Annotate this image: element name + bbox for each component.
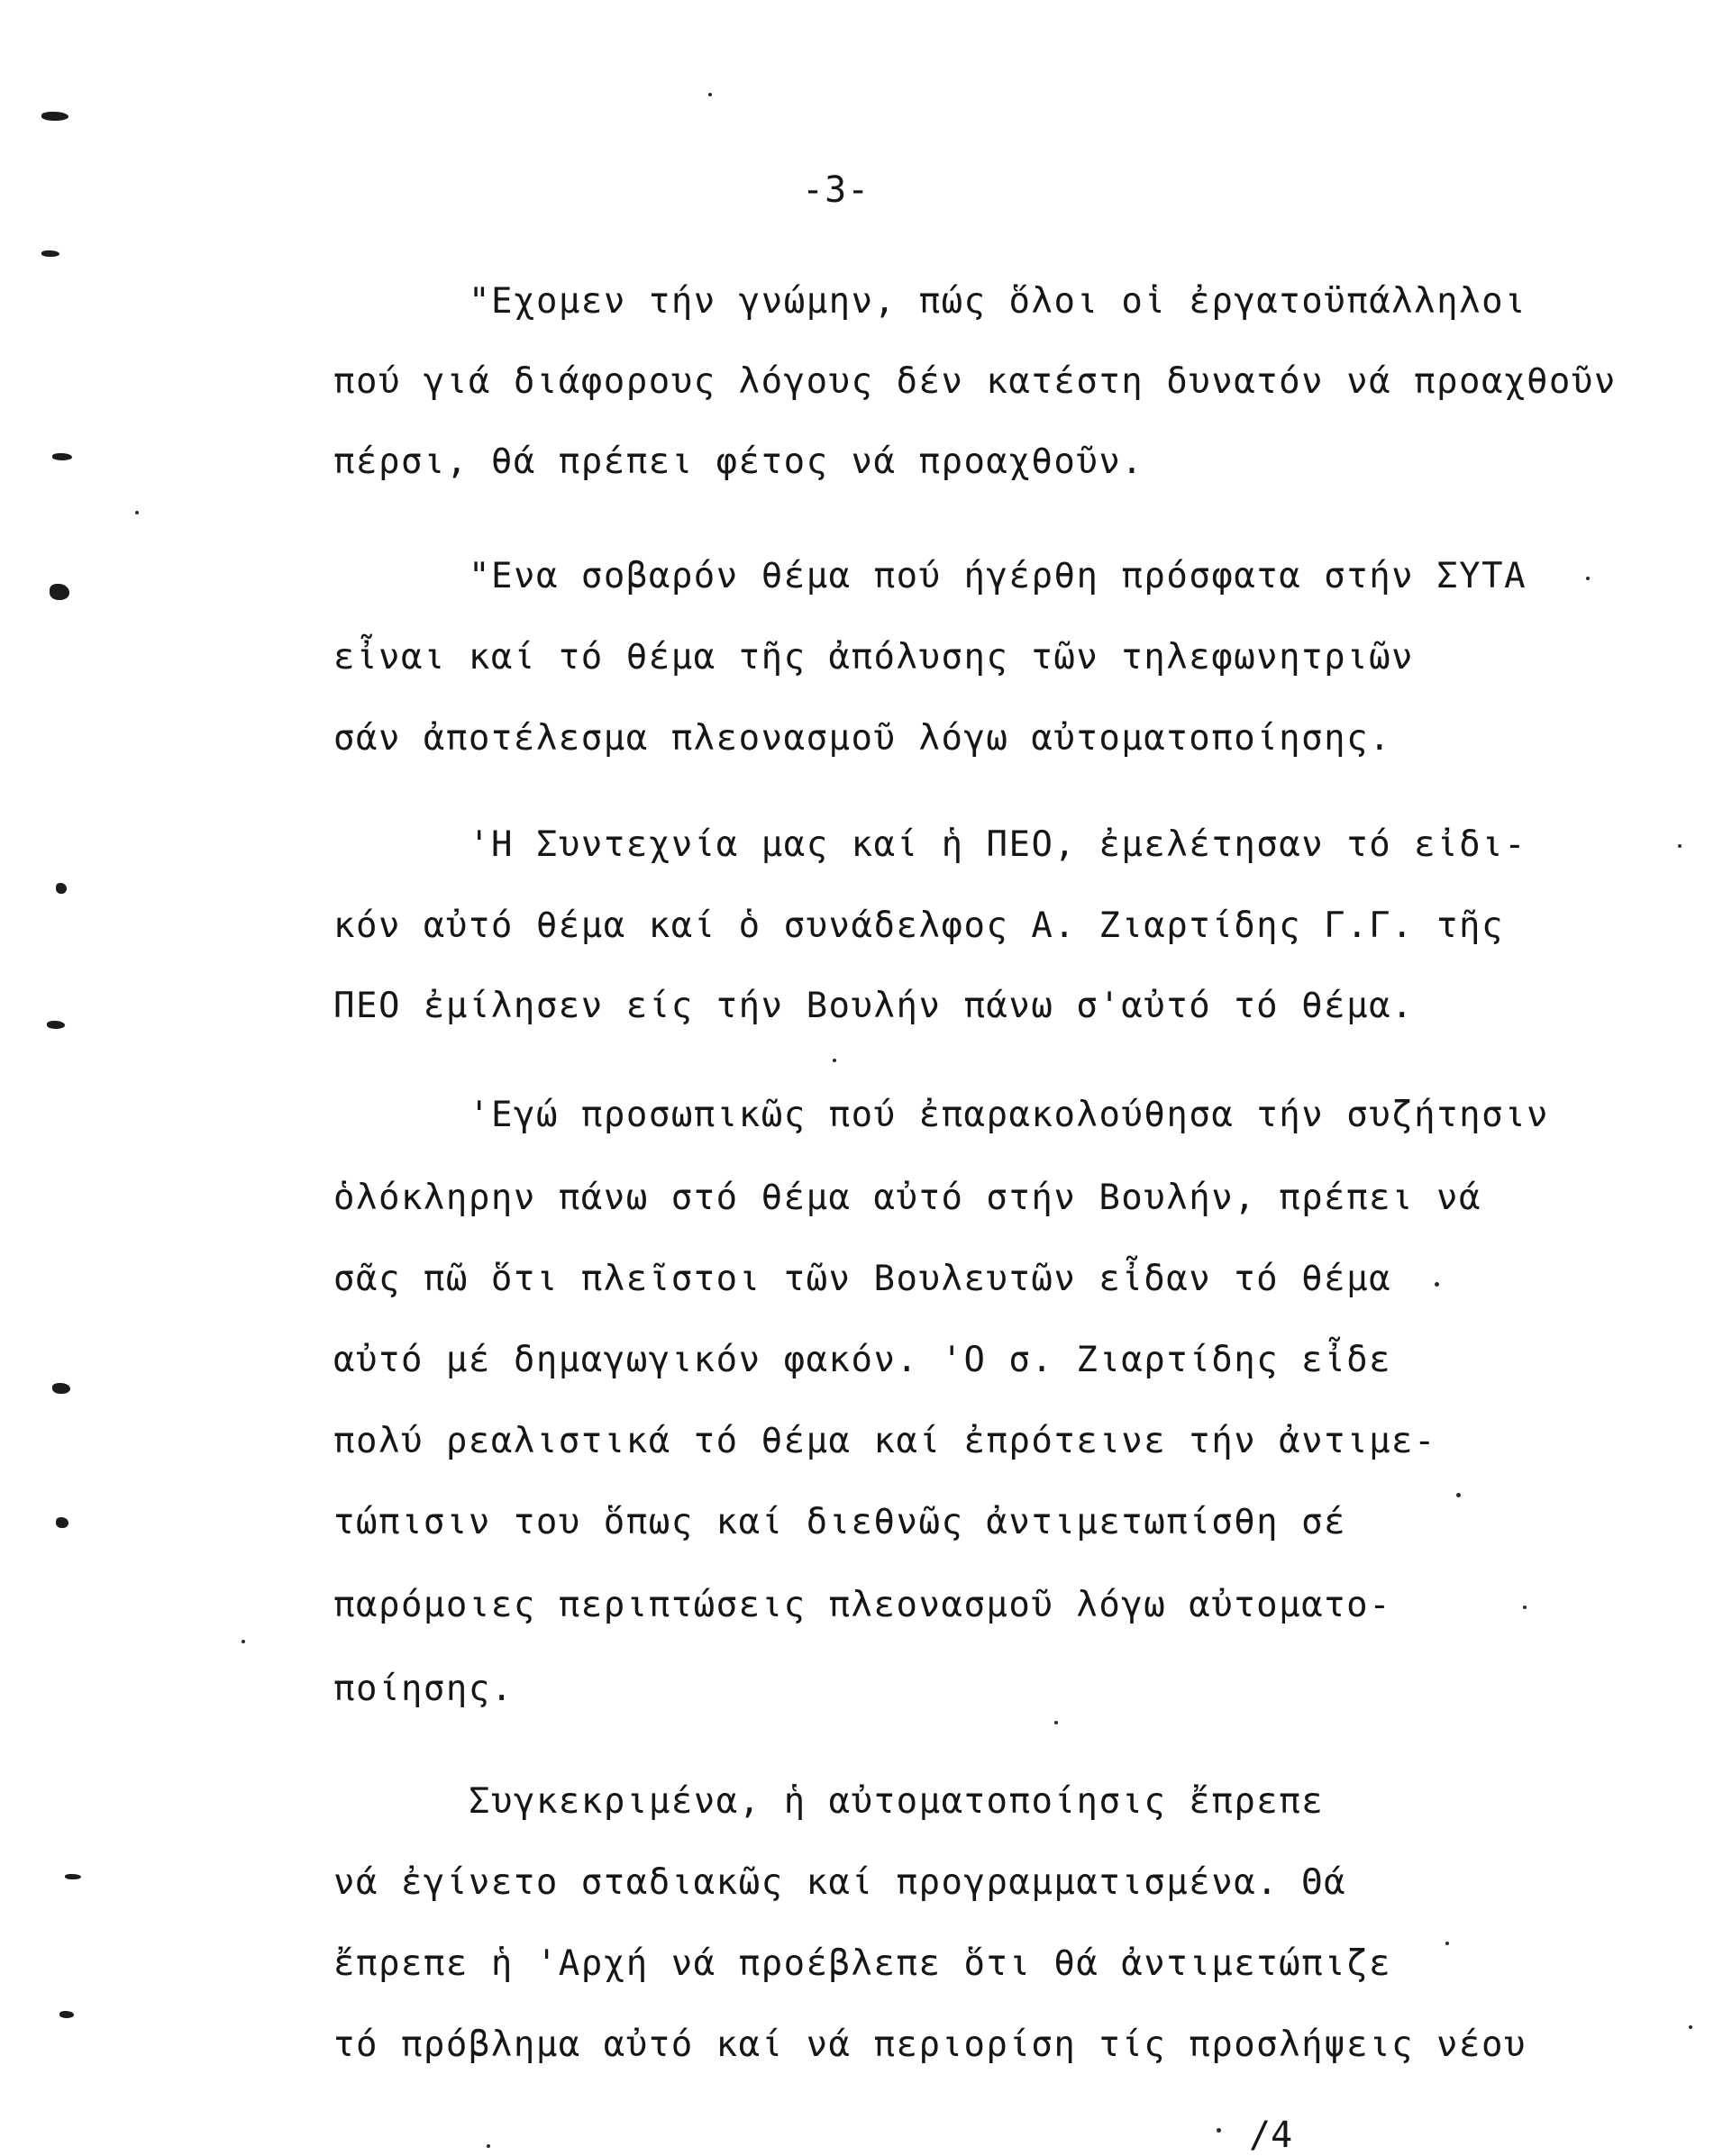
text-line: 'Εγώ προσωπικῶς πού ἐπαρακολούθησα τήν συζήτησιν [469,1095,1550,1135]
dust-speck [242,1640,245,1643]
dust-speck [1054,1721,1058,1724]
text-line: αὐτό μέ δημαγωγικόν φακόν. 'Ο σ. Ζιαρτίδης εἶδε [333,1340,1392,1380]
dust-speck [1456,1493,1461,1497]
scan-mark [47,1021,65,1029]
text-line: ΠΕΟ ἐμίλησεν είς τήν Βουλήν πάνω σ'αὐτό τό θέμα. [333,986,1415,1026]
text-line: ἔπρεπε ἡ 'Αρχή νά προέβλεπε ὅτι θά ἀντιμετώπιζε [333,1943,1392,1984]
scan-mark [41,250,59,257]
scan-mark [56,883,67,894]
scan-mark [52,1383,70,1394]
text-line: νά ἐγίνετο σταδιακῶς καί προγραμματισμένα. Θά [333,1862,1347,1903]
scan-mark [50,584,69,600]
text-line: ποίησης. [333,1669,514,1709]
scan-mark [65,1874,81,1879]
dust-speck [1435,1282,1439,1287]
page-number: -3- [802,169,871,211]
text-line: πέρσι, θά πρέπει φέτος νά προαχθοῦν. [333,441,1144,482]
text-line: τώπισιν του ὅπως καί διεθνῶς ἀντιμετωπίσθη σέ [333,1502,1347,1542]
text-line: παρόμοιες περιπτώσεις πλεονασμοῦ λόγω αὐτοματο- [333,1585,1392,1625]
scan-mark [41,112,68,121]
text-line: εἶναι καί τό θέμα τῆς ἀπόλυσης τῶν τηλεφωνητριῶν [333,637,1415,678]
scan-mark [59,2011,74,2018]
text-line: 'Η Συντεχνία μας καί ἡ ΠΕΟ, ἐμελέτησαν τό εἰδι- [469,824,1527,865]
text-line: πολύ ρεαλιστικά τό θέμα καί ἐπρότεινε τήν ἀντιμε- [333,1421,1437,1461]
text-line: σᾶς πῶ ὅτι πλεῖστοι τῶν Βουλευτῶν εἶδαν τό θέμα [333,1259,1392,1299]
dust-speck [708,93,712,96]
dust-speck [833,1059,836,1062]
dust-speck [135,511,139,514]
scan-mark [56,1517,68,1528]
text-line: κόν αὐτό θέμα καί ὁ συνάδελφος Α. Ζιαρτίδης Γ.Γ. τῆς [333,905,1504,946]
text-line: "Εχομεν τήν γνώμην, πώς ὅλοι οἱ ἐργατοϋπάλληλοι [469,281,1527,322]
text-line: σάν ἀποτέλεσμα πλεονασμοῦ λόγω αὐτοματοποίησης. [333,718,1392,759]
dust-speck [487,2144,490,2148]
continuation-marker: /4 [1249,2115,1293,2156]
dust-speck [1445,1942,1449,1945]
text-line: "Ενα σοβαρόν θέμα πού ήγέρθη πρόσφατα στήν ΣΥΤΑ [469,556,1527,596]
dust-speck [1217,2128,1221,2133]
dust-speck [1689,2025,1692,2029]
text-line: Συγκεκριμένα, ἡ αὐτοματοποίησις ἔπρεπε [469,1781,1325,1822]
dust-speck [1678,844,1682,848]
text-line: τό πρόβλημα αὐτό καί νά περιορίση τίς προσλήψεις νέου [333,2024,1527,2065]
text-line: ὁλόκληρην πάνω στό θέμα αὐτό στήν Βουλήν, πρέπει νά [333,1178,1481,1218]
text-line: πού γιά διάφορους λόγους δέν κατέστη δυνατόν νά προαχθοῦν [333,361,1617,402]
scan-mark [52,453,72,460]
dust-speck [1523,1606,1527,1609]
dust-speck [1586,577,1590,580]
